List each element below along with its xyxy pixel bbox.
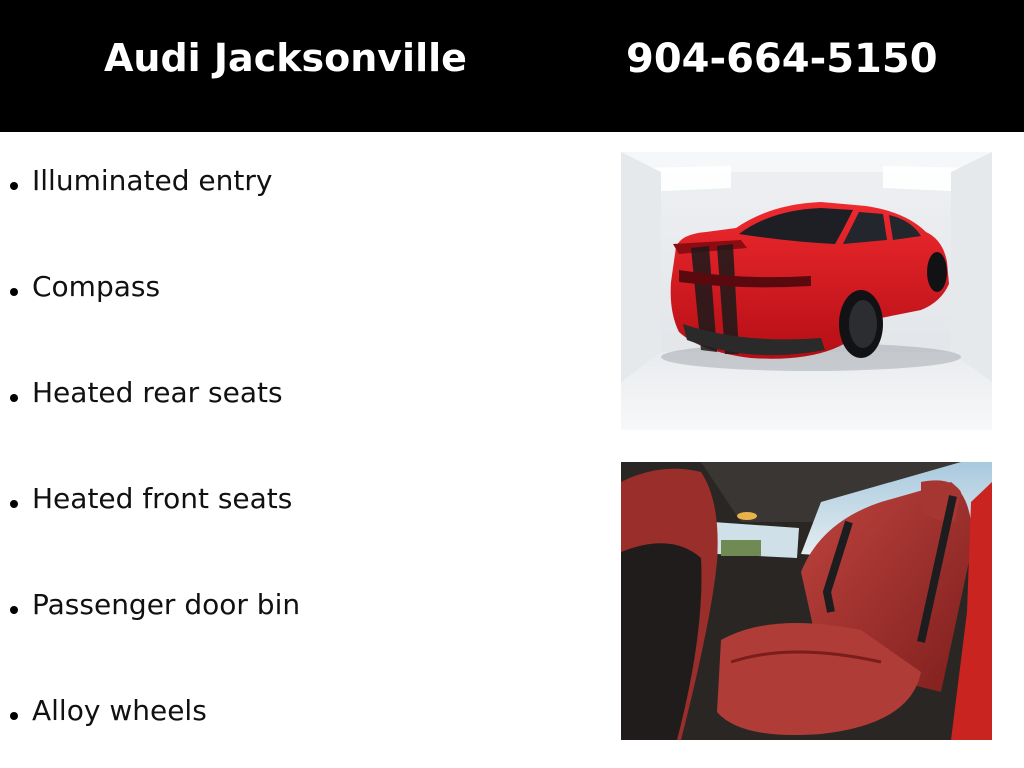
feature-label: Heated front seats <box>32 481 293 515</box>
bullet-icon <box>10 288 18 296</box>
bullet-icon <box>10 712 18 720</box>
header-bar <box>0 0 1024 132</box>
bullet-icon <box>10 182 18 190</box>
feature-label: Passenger door bin <box>32 587 301 621</box>
feature-label: Alloy wheels <box>32 693 207 727</box>
feature-label: Heated rear seats <box>32 375 283 409</box>
dealer-name: Audi Jacksonville <box>104 36 467 80</box>
bullet-icon <box>10 606 18 614</box>
feature-item <box>0 160 272 200</box>
bullet-icon <box>10 500 18 508</box>
feature-item <box>0 690 207 730</box>
feature-item <box>0 584 300 624</box>
feature-item <box>0 266 160 306</box>
bullet-icon <box>10 394 18 402</box>
vehicle-interior-photo <box>621 462 992 740</box>
feature-label: Illuminated entry <box>32 163 273 197</box>
feature-item <box>0 478 292 518</box>
vehicle-exterior-photo <box>621 152 992 430</box>
dealer-phone[interactable]: 904-664-5150 <box>626 36 938 82</box>
feature-label: Compass <box>32 269 161 303</box>
feature-item <box>0 372 283 412</box>
